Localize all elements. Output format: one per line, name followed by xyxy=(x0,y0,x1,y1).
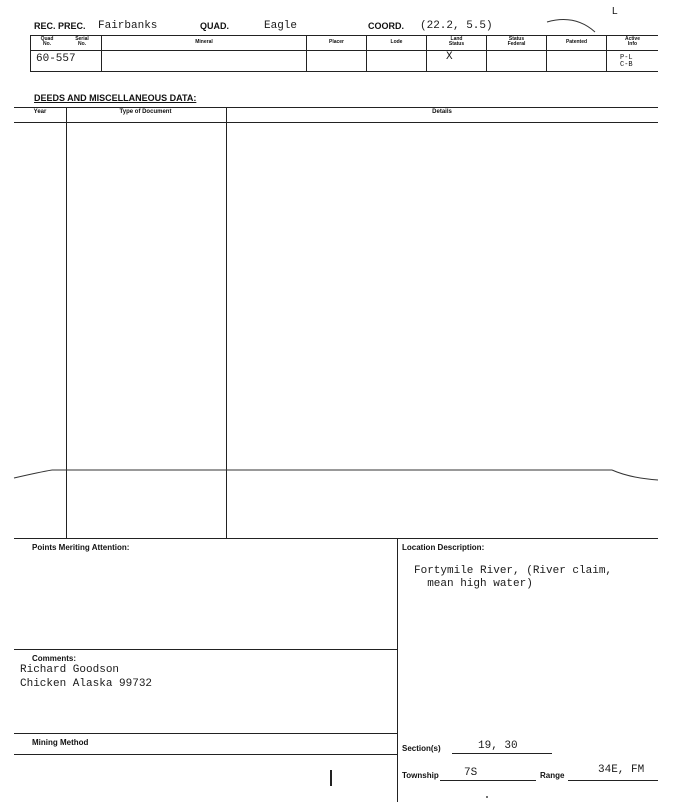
section-value: 19, 30 xyxy=(478,740,518,752)
comments-line-2: Chicken Alaska 99732 xyxy=(20,678,153,690)
corner-mark: L xyxy=(612,6,618,17)
coord-value: (22.2, 5.5) xyxy=(420,20,493,32)
coord-label: COORD. xyxy=(368,21,404,31)
col-status-federal: Status Federal xyxy=(507,36,526,47)
col-lode: Lode xyxy=(390,39,403,45)
township-label: Township xyxy=(402,771,439,780)
col-mineral: Mineral xyxy=(195,39,213,45)
location-description-text: Fortymile River, (River claim, mean high water) xyxy=(414,565,613,590)
col-serial-no: Serial No. xyxy=(75,36,89,47)
range-value: 34E, FM xyxy=(598,764,645,776)
col-details: Details xyxy=(432,109,452,115)
comments-line-1: Richard Goodson xyxy=(20,664,120,676)
location-description-label: Location Description: xyxy=(402,543,485,552)
col-placer: Placer xyxy=(328,39,344,45)
pencil-tick-mark xyxy=(330,770,332,786)
active-info-value: P-L C-B xyxy=(620,54,633,69)
quad-serial-value: 60-557 xyxy=(36,53,76,65)
points-meriting-attention-label: Points Meriting Attention: xyxy=(32,543,130,552)
range-label: Range xyxy=(540,771,565,780)
stray-dot xyxy=(486,796,488,798)
comments-label: Comments: xyxy=(32,654,77,663)
col-active-info: Active Info xyxy=(624,36,640,47)
col-year: Year xyxy=(33,109,47,115)
section-label: Section(s) xyxy=(402,744,441,753)
col-quad-no: Quad No. xyxy=(40,36,54,47)
township-value: 7S xyxy=(464,767,478,779)
page-break-line xyxy=(0,458,678,488)
quad-label: QUAD. xyxy=(200,21,229,31)
rec-prec-value: Fairbanks xyxy=(98,20,158,32)
pencil-curve-mark xyxy=(545,16,605,36)
deeds-section-label: DEEDS AND MISCELLANEOUS DATA: xyxy=(34,93,197,103)
rec-prec-label: REC. PREC. xyxy=(34,21,86,31)
col-type-of-document: Type of Document xyxy=(119,109,172,115)
land-status-mark: X xyxy=(446,51,453,63)
mining-method-label: Mining Method xyxy=(32,738,89,747)
col-patented: Patented xyxy=(565,39,588,45)
col-land-status: Land Status xyxy=(448,36,465,47)
quad-value: Eagle xyxy=(264,20,298,32)
